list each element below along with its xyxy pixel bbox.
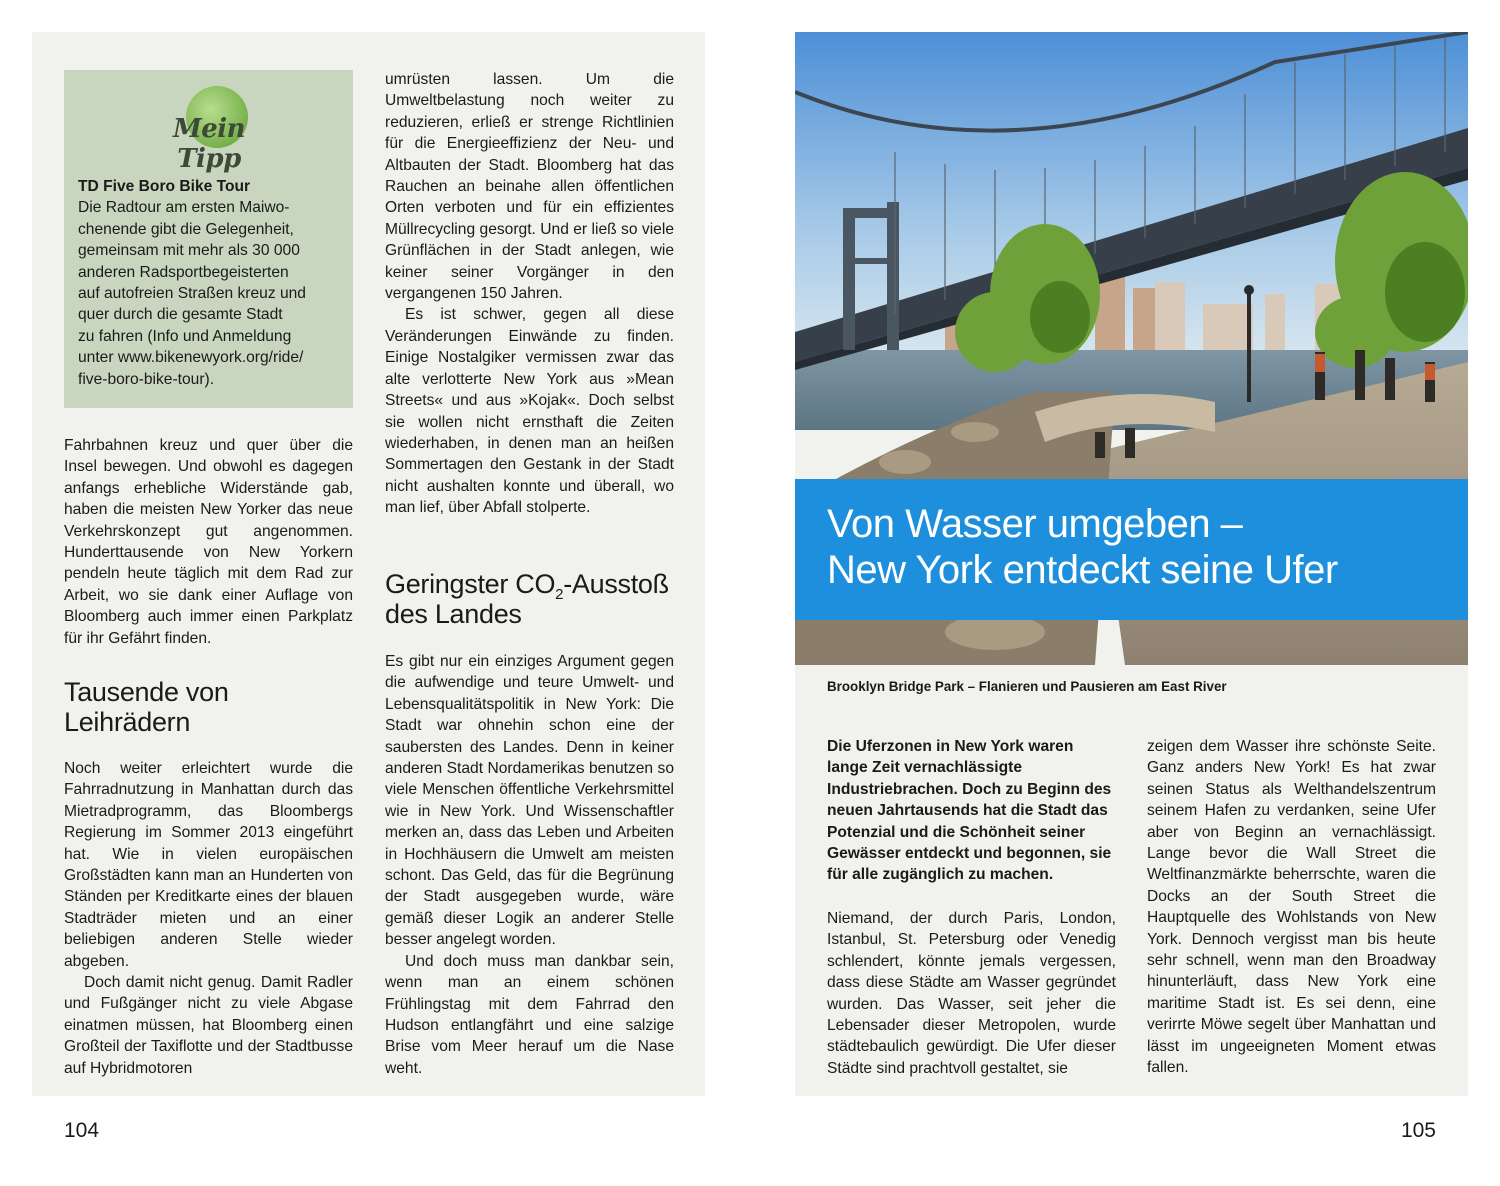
mein-tipp-logo: Mein Tipp — [148, 86, 270, 156]
photo-caption: Brooklyn Bridge Park – Flanieren und Pausieren am East River — [827, 679, 1227, 694]
section-heading-leihraeder: Tausende von Leihrädern — [64, 677, 229, 737]
tip-line: anderen Radsportbegeisterten — [78, 263, 289, 281]
headline-banner — [795, 479, 1468, 620]
paragraph: zeigen dem Wasser ihre schönste Seite. Ganz anders New York! Es hat zwar seinen Status als Welthandelszentrum seinem Hafen zu verdanken, seine Ufer aber von Beginn an vernachlässigt. Lange bevor die Wall Street die Weltfinanzmärkte beherrschte, waren die Docks an der South Street die Hauptquelle des Wohlstands von New York. Dennoch vergisst man bis heute sehr schnell, wenn man den Broadway hinunterläuft, dass New York eine maritime Stadt ist. Es sei denn, eine verirrte Möwe segelt über Manhattan und lässt im ungeeigneten Moment etwas fallen. — [1147, 738, 1436, 1077]
paragraph: Doch damit nicht genug. Damit Radler und Fußgänger nicht zu viele Abgase einatmen müssen, hat Bloomberg einen Großteil der Taxiflotte und der Stadtbusse auf Hybridmotoren — [64, 974, 353, 1077]
tip-line: Die Radtour am ersten Maiwo- — [78, 199, 290, 217]
left-col1-body — [64, 758, 353, 1079]
paragraph: Noch weiter erleichtert wurde die Fahrradnutzung in Manhattan durch das Mietradprogramm, das Bloombergs Regierung im Sommer 2013 eingeführt hat. Wie in vielen europäischen Großstädten kann man an Hunderten von Ständen per Kreditkarte eines der blauen Stadträder mieten und an einer beliebigen anderen Stelle wieder abgeben. — [64, 760, 353, 970]
paragraph: umrüsten lassen. Um die Umweltbelastung noch weiter zu reduzieren, erließ er strenge Richtlinien für die Energieeffizienz der Neu- und Altbauten der Stadt. Bloomberg hat das Rauchen an beinahe allen öffentlichen Orten verboten und für ein effizientes Müllrecycling gesorgt. Und er ließ so viele Grünflächen in der Stadt anlegen, wie keiner seiner Vorgänger in den vergangenen 150 Jahren. — [385, 71, 674, 303]
section-heading-co2: Geringster $CO_2$-Ausstoß des Landes — [385, 569, 669, 629]
right-col2-body — [1147, 736, 1436, 1079]
paragraph: Es ist schwer, gegen all diese Veränderungen Einwände zu finden. Einige Nostalgiker vermissen zwar das alte verlotterte New York aus »Mean Streets« und aus »Kojak«. Doch selbst sie wollen nicht ernsthaft die Zeiten wiederhaben, in denen man an heißen Sommertagen den Gestank in der Stadt nicht aushalten konnte und überall, wo man lief, über Abfall stolperte. — [385, 306, 674, 517]
tip-line: five-boro-bike-tour). — [78, 370, 215, 388]
left-col1-intro — [64, 435, 353, 649]
left-col2-body — [385, 651, 674, 1079]
headline-line: New York entdeckt seine Ufer — [827, 548, 1338, 592]
paragraph: Und doch muss man dankbar sein, wenn man an einem schönen Frühlingstag mit dem Fahrrad den Hudson entlangfährt und eine salzige Brise vom Meer herauf um die Nase weht. — [385, 952, 674, 1077]
right-col1-body — [827, 908, 1116, 1079]
lead-paragraph: Die Uferzonen in New York waren lange Zeit vernachlässigte Industriebrachen. Doch zu Beginn des neuen Jahrtausends hat die Stadt das Potenzial und die Schönheit seiner Gewässer entdeckt und begonnen, sie für alle zugänglich zu machen. — [827, 738, 1112, 884]
tip-box — [64, 70, 353, 408]
headline-line: Von Wasser umgeben – — [827, 502, 1243, 546]
tip-line: gemeinsam mit mehr als 30 000 — [78, 242, 300, 260]
page-number-left: 104 — [64, 1119, 100, 1142]
tip-line: unter www.bikenewyork.org/ride/ — [78, 349, 304, 367]
tip-line: quer durch die gesamte Stadt — [78, 306, 283, 324]
page-number-right: 105 — [1400, 1119, 1436, 1142]
paragraph: Es gibt nur ein einziges Argument gegen die aufwendige und teure Umwelt- und Lebensqualitätspolitik in New York: Die Stadt war ohnehin schon eine der saubersten des Landes. Denn in keiner anderen Stadt Nordamerikas benutzen so viele Menschen öffentliche Verkehrsmittel wie in New York. Und Wissenschaftler merken an, dass das Leben und Arbeiten in Hochhäusern die Umwelt am meisten schont. Das Geld, das für die Begrünung der Stadt ausgegeben wurde, wäre gemäß dieser Logik an anderer Stelle besser angelegt worden. — [385, 653, 674, 949]
tip-title: TD Five Boro Bike Tour — [78, 178, 251, 195]
tip-line: chenende gibt die Gelegenheit, — [78, 220, 294, 238]
paragraph: Niemand, der durch Paris, London, Istanbul, St. Petersburg oder Venedig schlendert, könnte jemals vergessen, dass diese Städte am Wasser gegründet wurden. Das Wasser, seit jeher die Lebensader dieser Metropolen, wurde städtebaulich gewürdigt. Die Ufer dieser Städte sind prachtvoll gestaltet, sie — [827, 910, 1116, 1077]
tip-content — [78, 176, 344, 390]
right-lead — [827, 736, 1113, 886]
paragraph: Fahrbahnen kreuz und quer über die Insel bewegen. Und obwohl es dagegen anfangs erhebliche Widerstände gab, haben die meisten New Yorker das neue Verkehrskonzept gut angenommen. Hunderttausende von New Yorkern pendeln heute täglich mit dem Rad zur Arbeit, wo sie dank einer Auflage von Bloomberg auch immer einen Parkplatz für ihr Gefährt finden. — [64, 437, 353, 647]
tip-line: zu fahren (Info und Anmeldung — [78, 327, 292, 345]
left-col2-top — [385, 69, 674, 519]
tip-line: auf autofreien Straßen kreuz und — [78, 285, 306, 303]
